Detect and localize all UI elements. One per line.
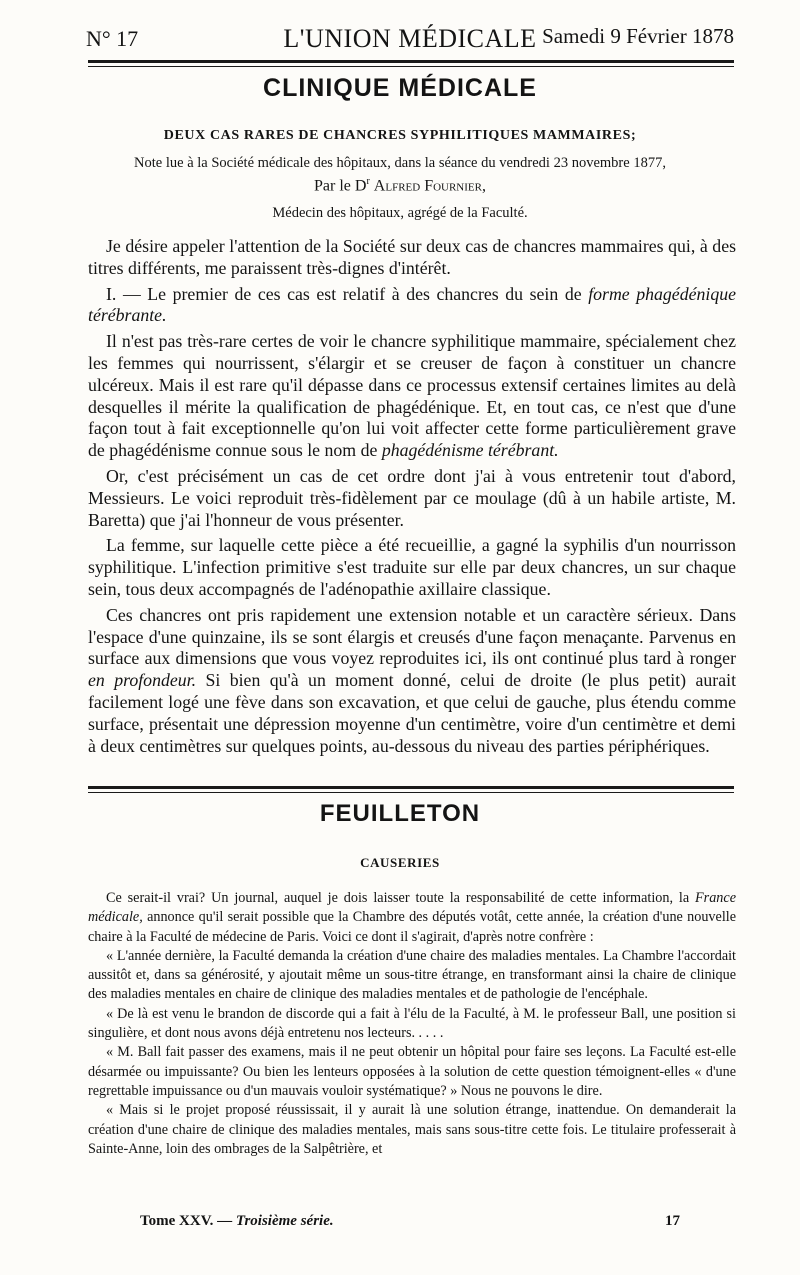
author-prefix: Par le D [314, 177, 367, 195]
clinique-paragraph: Or, c'est précisément un cas de cet ordre dont j'ai à vous entretenir tout d'abord, Messieurs. Le voici reproduit très-fidèlement par ce moulage (dû à un habile artiste, M. Baretta) que j'ai l'honneur de vous présenter. [88, 465, 736, 530]
header-rule-thin [88, 66, 734, 67]
clinique-section-title: CLINIQUE MÉDICALE [263, 74, 537, 102]
clinique-paragraph: I. — Le premier de ces cas est relatif à des chancres du sein de forme phagédénique térébrante. [88, 283, 736, 326]
header-rule [88, 60, 734, 63]
article-title: DEUX CAS RARES DE CHANCRES SYPHILITIQUES MAMMAIRES; [163, 128, 637, 143]
author-name: Alfred Fournier, [373, 177, 486, 195]
italic-text: forme phagédénique térébrante. [88, 283, 736, 326]
article-author [0, 176, 800, 195]
page-number: 17 [665, 1213, 680, 1229]
italic-text: en profondeur. [88, 670, 197, 691]
tome-text: Tome XXV. — [140, 1213, 236, 1229]
series-text: Troisième série. [235, 1213, 334, 1229]
feuilleton-title: FEUILLETON [319, 800, 481, 827]
feuilleton-body [88, 889, 736, 1159]
feuilleton-rule-thin [88, 792, 734, 793]
clinique-paragraph: La femme, sur laquelle cette pièce a été recueillie, a gagné la syphilis d'un nourrisson syphilitique. L'infection primitive s'est traduite sur elle par deux chancres, un sur chaque sein, tous deux accompagnés de l'adénopathie axillaire classique. [88, 535, 736, 599]
clinique-article-body [88, 236, 736, 757]
author-prefix-sup: r [366, 176, 370, 187]
journal-title: L'UNION MÉDICALE [283, 24, 537, 53]
italic-text: phagédénisme térébrant. [381, 440, 559, 461]
page-header [86, 20, 734, 56]
feuilleton-paragraph: « M. Ball fait passer des examens, mais il ne peut obtenir un hôpital pour faire ses leçons. La Faculté est-elle désarmée ou impuissante? Ou bien les lenteurs opposées à la solution de cette question témoignent-elles « d'une regrettable impuissance ou d'un mauvais vouloir systématique? » Nous ne pouvons le dire. [88, 1044, 736, 1099]
feuilleton-paragraph: Ce serait-il vrai? Un journal, auquel je dois laisser toute la responsabilité de cette information, la France médicale, annonce qu'il serait possible que la Chambre des députés votât, cette année, la création d'une nouvelle chaire à la Faculté de médecine de Paris. Voici ce dont il s'agirait, d'après notre confrère : [88, 890, 736, 945]
issue-number: N° 17 [86, 26, 139, 51]
issue-date: Samedi 9 Février 1878 [542, 24, 734, 48]
tome-label [140, 1213, 334, 1230]
feuilleton-paragraph: « L'année dernière, la Faculté demanda la création d'une chaire des maladies mentales. La Chambre l'accordait aussitôt et, dans sa générosité, y ajoutait même un sous-titre étrange, en transformant ainsi la chaire de clinique des maladies mentales en chaire de clinique des maladies mentales et de pathologie de l'encéphale. [88, 947, 736, 1003]
clinique-paragraph: Je désire appeler l'attention de la Société sur deux cas de chancres mammaires qui, à des titres différents, me paraissent très-dignes d'intérêt. [88, 236, 736, 278]
feuilleton-paragraph: « Mais si le projet proposé réussissait, il y aurait là une solution étrange, inattendue. On demanderait la création d'une chaire de clinique des maladies mentales, mais sans sous-titre cette fois. Le titulaire professerait à Sainte-Anne, loin des ombrages de la Salpêtrière, et [88, 1102, 736, 1157]
author-affiliation: Médecin des hôpitaux, agrégé de la Faculté. [272, 205, 528, 221]
feuilleton-subtitle: CAUSERIES [360, 855, 440, 870]
article-note: Note lue à la Société médicale des hôpitaux, dans la séance du vendredi 23 novembre 1877, [134, 155, 666, 171]
italic-text: France médicale, [88, 890, 736, 926]
clinique-paragraph: Il n'est pas très-rare certes de voir le chancre syphilitique mammaire, spécialement chez les femmes qui nourrissent, s'élargir et se creuser de façon à constituer un chancre ulcéreux. Mais il est rare qu'il dépasse dans ce processus extensif certaines limites au delà desquelles il mérite la qualification de phagédénique. Et, en tout cas, ce n'est que d'une façon tout à fait exceptionnelle qu'on lui voit affecter cette forme particulièrement grave de phagédénisme connue sous le nom de phagédénisme térébrant. [88, 331, 736, 461]
feuilleton-rule [88, 786, 734, 789]
page-footer [140, 1213, 680, 1235]
clinique-paragraph: Ces chancres ont pris rapidement une extension notable et un caractère sérieux. Dans l'espace d'une quinzaine, ils se sont élargis et creusés d'une façon menaçante. Parvenus en surface aux dimensions que vous voyez reproduites ici, ils ont continué plus tard à ronger en profondeur. Si bien qu'à un moment donné, celui de droite (le plus petit) aurait facilement logé une fève dans son excavation, et que celui de gauche, plus étendu comme surface, présentait une dépression moyenne d'un centimètre, voire d'un centimètre et demi à deux centimètres sur quelques points, au-dessous du niveau des parties périphériques. [88, 604, 737, 756]
feuilleton-paragraph: « De là est venu le brandon de discorde qui a fait à l'élu de la Faculté, à M. le professeur Ball, une position si singulière, et dont nous avons déjà entretenu nos lecteurs. . . . . [88, 1005, 736, 1042]
